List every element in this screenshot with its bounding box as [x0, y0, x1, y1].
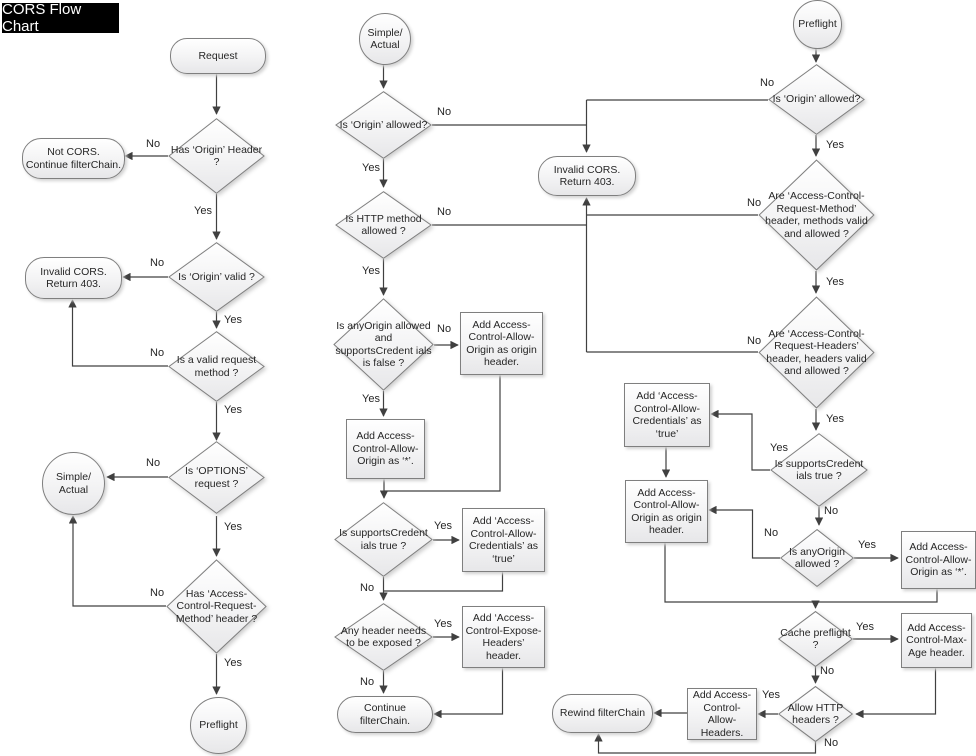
- edge-label: No: [437, 206, 452, 218]
- edge-label: No: [760, 77, 775, 89]
- edge-label: Yes: [770, 442, 788, 454]
- edge-label: Yes: [194, 205, 212, 217]
- edge-label: No: [747, 335, 762, 347]
- edge-label: Yes: [362, 265, 380, 277]
- terminator-not-cors: Not CORS. Continue filterChain.: [22, 138, 125, 179]
- decision-cache-preflight: Cache preflight ?: [778, 611, 853, 667]
- connector-preflight-left: Preflight: [190, 697, 247, 754]
- edge-supports-right-yes: [711, 414, 770, 470]
- terminator-request: Request: [170, 38, 266, 74]
- process-add-aceh: Add ‘Access-Control-Expose-Headers’ header.: [462, 606, 545, 668]
- edge-label: Yes: [826, 139, 844, 151]
- decision-origin-valid: Is ‘Origin’ valid ?: [168, 242, 265, 312]
- edge-label: Yes: [826, 413, 844, 425]
- edge-label: No: [146, 457, 161, 469]
- decision-http-method-allowed: Is HTTP method allowed ?: [335, 191, 432, 259]
- decision-is-options-request: Is ‘OPTIONS’ request ?: [168, 441, 265, 514]
- decision-any-header-exposed: Any header needs to be exposed ?: [334, 603, 433, 671]
- decision-valid-request-method: Is a valid request method ?: [168, 331, 265, 402]
- edge-maxage-down: [856, 666, 936, 714]
- edge-label: Yes: [762, 689, 780, 701]
- edge-label: Yes: [858, 539, 876, 551]
- decision-supports-credentials-right: Is supportsCredent ials true ?: [770, 433, 868, 507]
- edge-label: Yes: [826, 276, 844, 288]
- edge-label: Yes: [224, 657, 242, 669]
- process-add-acao-origin-right: Add Access-Control-Allow-Origin as origin header.: [625, 480, 708, 543]
- edge-label: No: [437, 323, 452, 335]
- terminator-invalid-cors-mid: Invalid CORS. Return 403.: [538, 156, 636, 196]
- edge-label: No: [820, 665, 835, 677]
- edge-label: No: [360, 676, 375, 688]
- decision-anyorigin-allowed: Is anyOrigin allowed ?: [780, 529, 854, 587]
- edge-label: No: [764, 527, 779, 539]
- connector-simple-actual-left: Simple/ Actual: [42, 452, 105, 515]
- decision-origin-allowed-mid: Is ‘Origin’ allowed?: [335, 91, 432, 159]
- connector-simple-actual-mid: Simple/ Actual: [359, 13, 411, 65]
- decision-has-acrm-header: Has ‘Access-Control-Request-Method’ header ?: [166, 559, 267, 654]
- terminator-continue-filterchain: Continue filterChain.: [337, 696, 433, 733]
- decision-supports-credentials-mid: Is supportsCredent ials true ?: [334, 502, 433, 577]
- terminator-invalid-cors-left: Invalid CORS. Return 403.: [25, 257, 122, 299]
- edge-label: No: [150, 257, 165, 269]
- edge-label: No: [150, 347, 165, 359]
- process-add-acac-right: Add ‘Access-Control-Allow-Credentials’ as ‘true’: [624, 383, 710, 447]
- edge-label: Yes: [856, 621, 874, 633]
- edge-label: Yes: [224, 404, 242, 416]
- process-add-acah: Add Access-Control-Allow-Headers.: [687, 688, 757, 740]
- edge-aceh-to-continue: [434, 666, 503, 714]
- edge-label: Yes: [362, 162, 380, 174]
- edge-label: No: [360, 582, 375, 594]
- connector-preflight-right: Preflight: [793, 0, 842, 49]
- edge-label: Yes: [362, 393, 380, 405]
- edge-label: No: [146, 138, 161, 150]
- edge-label: No: [824, 505, 839, 517]
- process-add-max-age: Add Access-Control-Max-Age header.: [901, 613, 972, 668]
- terminator-rewind-filterchain: Rewind filterChain: [552, 694, 653, 733]
- edge-label: Yes: [224, 521, 242, 533]
- decision-acrh-valid-allowed: Are ‘Access-Control-Request-Headers’ header, headers valid and allowed ?: [758, 296, 875, 409]
- process-add-acao-origin-mid: Add Access-Control-Allow-Origin as origin header.: [460, 312, 543, 375]
- decision-acrm-valid-allowed: Are ‘Access-Control-Request-Method’ header, methods valid and allowed ?: [758, 159, 875, 271]
- process-add-acao-star-right: Add Access-Control-Allow-Origin as ‘*’.: [901, 531, 976, 589]
- decision-allow-http-headers: Allow HTTP headers ?: [778, 686, 853, 742]
- process-add-acao-star-mid: Add Access-Control-Allow-Origin as ‘*’.: [346, 419, 425, 479]
- edge-label: Yes: [224, 314, 242, 326]
- edge-label: No: [150, 587, 165, 599]
- edge-label: Yes: [434, 618, 452, 630]
- decision-anyorigin-supportscred-false: Is anyOrigin allowed and supportsCredent ials is false ?: [333, 298, 434, 391]
- edge-label: Yes: [434, 520, 452, 532]
- page-title: CORS Flow Chart: [2, 3, 119, 33]
- decision-has-origin-header: Has ‘Origin’ Header ?: [168, 118, 265, 194]
- decision-origin-allowed-right: Is ‘Origin’ allowed?: [768, 64, 865, 135]
- edge-label: No: [824, 737, 839, 749]
- process-add-acac-mid: Add ‘Access-Control-Allow-Credentials’ as ‘true’: [462, 508, 545, 572]
- edge-label: No: [747, 197, 762, 209]
- edge-label: No: [437, 106, 452, 118]
